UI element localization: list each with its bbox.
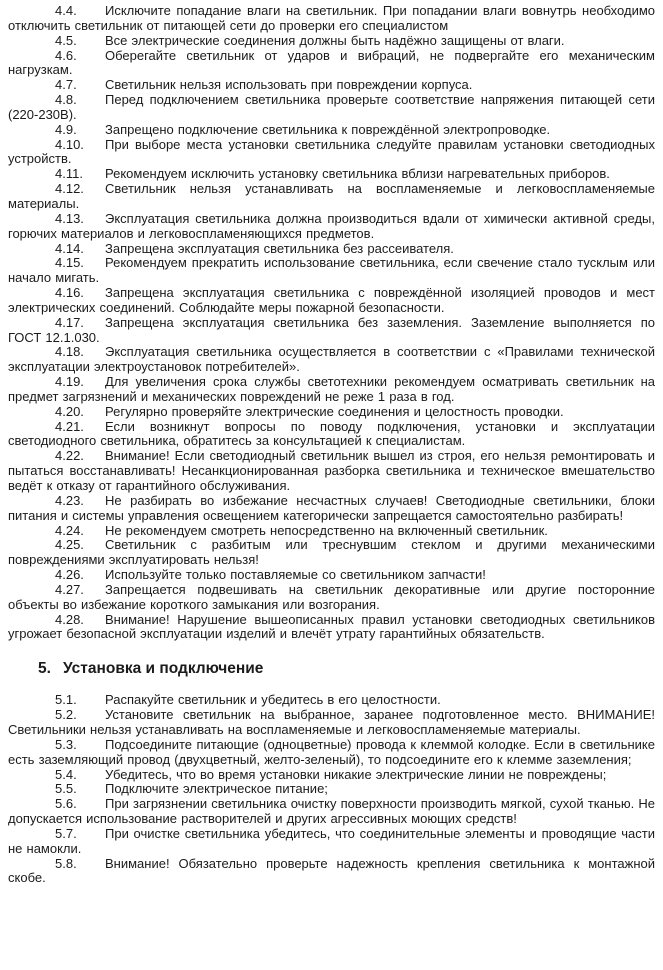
paragraph-text: Установите светильник на выбранное, заранее подготовленное место. ВНИМАНИЕ! Светильники нельзя устанавливать на воспламеняемые и легковоспламеняемые материалы. (8, 707, 655, 737)
paragraph-text: Светильник нельзя использовать при повреждении корпуса. (105, 77, 473, 93)
numbered-paragraph (8, 524, 655, 539)
paragraph-text: Внимание! Обязательно проверьте надежность крепления светильника к монтажной скобе. (8, 855, 655, 886)
paragraph-number: 4.20. (55, 403, 84, 419)
section-5-heading-text: Установка и подключение (63, 660, 264, 678)
paragraph-number: 4.16. (55, 285, 84, 301)
numbered-paragraph (8, 345, 655, 375)
paragraph-text: Светильник нельзя устанавливать на воспламеняемые и легковоспламеняемые материалы. (8, 181, 655, 211)
numbered-paragraph (8, 768, 655, 783)
paragraph-number: 5.8. (55, 855, 77, 871)
paragraph-text: Эксплуатация светильника осуществляется в соответствии с «Правилами технической эксплуатации электроустановок потребителей». (8, 344, 655, 375)
paragraph-text: Внимание! Если светодиодный светильник вышел из строя, его нельзя ремонтировать и пытаться восстанавливать! Несанкционированная разборка светильника и техническое вмешательство ведёт к отказу от гарантийного обслуживания. (8, 448, 655, 493)
paragraph-number: 5.6. (55, 796, 77, 812)
paragraph-text: Запрещена эксплуатация светильника без рассеивателя. (105, 240, 454, 256)
paragraph-number: 4.12. (55, 181, 84, 197)
numbered-paragraph (8, 708, 655, 738)
paragraph-text: При загрязнении светильника очистку поверхности производить мягкой, сухой тканью. Не допускается использование растворителей и других агрессивных моющих средств! (8, 796, 655, 827)
numbered-paragraph (8, 78, 655, 93)
numbered-paragraph (8, 123, 655, 138)
paragraph-text: Подключите электрическое питание; (105, 781, 328, 797)
section-5-heading-number: 5. (38, 660, 51, 678)
paragraph-number: 4.28. (55, 611, 84, 627)
paragraph-text: Перед подключением светильника проверьте соответствие напряжения питающей сети (220-230В). (8, 92, 655, 122)
paragraph-number: 4.19. (55, 374, 84, 390)
paragraph-text: Не рекомендуем смотреть непосредственно на включенный светильник. (105, 522, 548, 538)
numbered-paragraph (8, 420, 655, 450)
paragraph-number: 4.27. (55, 581, 84, 597)
paragraph-number: 4.18. (55, 344, 84, 360)
numbered-paragraph (8, 693, 655, 708)
paragraph-number: 5.2. (55, 707, 77, 723)
paragraph-number: 4.6. (55, 47, 77, 63)
numbered-paragraph (8, 242, 655, 257)
numbered-paragraph (8, 256, 655, 286)
paragraph-text: Запрещено подключение светильника к повреждённой электропроводке. (105, 121, 551, 137)
paragraph-number: 5.3. (55, 736, 77, 752)
numbered-paragraph (8, 782, 655, 797)
numbered-paragraph (8, 49, 655, 79)
paragraph-text: Рекомендуем прекратить использование светильника, если свечение стало тусклым или начало мигать. (8, 255, 655, 286)
paragraph-text: Светильник с разбитым или треснувшим стеклом и другими механическими повреждениями эксплуатировать нельзя! (8, 537, 655, 568)
numbered-paragraph (8, 538, 655, 568)
numbered-paragraph (8, 34, 655, 49)
paragraph-text: Запрещается подвешивать на светильник декоративные или другие посторонние объекты во избежание короткого замыкания или возгорания. (8, 581, 655, 612)
paragraph-text: Регулярно проверяйте электрические соединения и целостность проводки. (105, 403, 564, 419)
paragraph-text: Используйте только поставляемые со светильником запчасти! (105, 567, 486, 583)
paragraph-text: При выборе места установки светильника следуйте правилам установки светодиодных устройств. (8, 136, 655, 167)
numbered-paragraph (8, 405, 655, 420)
paragraph-text: Запрещена эксплуатация светильника с повреждённой изоляцией проводов и мест электрических соединений. Соблюдайте меры пожарной безопасности. (8, 285, 655, 315)
paragraph-number: 4.9. (55, 121, 77, 137)
paragraph-text: Если возникнут вопросы по поводу подключения, установки и эксплуатации светодиодного светильника, обратитесь за консультацией к специалистам. (8, 418, 655, 449)
numbered-paragraph (8, 182, 655, 212)
paragraph-text: Рекомендуем исключить установку светильника вблизи нагревательных приборов. (105, 166, 610, 182)
paragraph-number: 4.14. (55, 240, 84, 256)
paragraph-text: Оберегайте светильник от ударов и вибраций, не подвергайте его механическим нагрузкам. (8, 47, 655, 78)
section-4-list (8, 4, 655, 642)
paragraph-text: Для увеличения срока службы светотехники рекомендуем осматривать светильник на предмет загрязнений и механических повреждений не реже 1 раза в год. (8, 374, 655, 404)
paragraph-text: Исключите попадание влаги на светильник. При попадании влаги вовнутрь необходимо отключить светильник от питающей сети до проверки его специалистом (8, 3, 655, 33)
numbered-paragraph (8, 827, 655, 857)
numbered-paragraph (8, 93, 655, 123)
numbered-paragraph (8, 738, 655, 768)
paragraph-text: Подсоедините питающие (одноцветные) провода к клеммой колодке. Если в светильнике есть заземляющий провод (двухцветный, желто-зеленый), то подсоедините его к клемме заземления; (8, 736, 655, 767)
section-5-list (8, 693, 655, 886)
paragraph-number: 4.7. (55, 77, 77, 93)
paragraph-number: 5.1. (55, 692, 77, 708)
numbered-paragraph (8, 449, 655, 494)
numbered-paragraph (8, 797, 655, 827)
section-5-heading (8, 660, 655, 678)
numbered-paragraph (8, 286, 655, 316)
paragraph-number: 4.21. (55, 418, 84, 434)
paragraph-number: 4.5. (55, 32, 77, 48)
numbered-paragraph (8, 375, 655, 405)
numbered-paragraph (8, 613, 655, 643)
paragraph-number: 4.13. (55, 210, 84, 226)
paragraph-number: 4.24. (55, 522, 84, 538)
paragraph-text: Убедитесь, что во время установки никакие электрические линии не повреждены; (105, 766, 607, 782)
numbered-paragraph (8, 494, 655, 524)
paragraph-text: Внимание! Нарушение вышеописанных правил установки светодиодных светильников угрожает безопасной эксплуатации изделий и влечёт утрату гарантийных обязательств. (8, 611, 655, 642)
numbered-paragraph (8, 857, 655, 887)
paragraph-number: 4.10. (55, 136, 84, 152)
paragraph-text: Эксплуатация светильника должна производиться вдали от химически активной среды, горючих материалов и легковоспламеняющихся предметов. (8, 210, 655, 241)
paragraph-number: 5.4. (55, 766, 77, 782)
paragraph-text: Распакуйте светильник и убедитесь в его целостности. (105, 692, 441, 708)
paragraph-number: 4.15. (55, 255, 84, 271)
paragraph-number: 5.7. (55, 825, 77, 841)
numbered-paragraph (8, 138, 655, 168)
paragraph-text: При очистке светильника убедитесь, что соединительные элементы и проводящие части не намокли. (8, 825, 655, 856)
paragraph-number: 4.22. (55, 448, 84, 464)
paragraph-number: 4.17. (55, 314, 84, 330)
numbered-paragraph (8, 212, 655, 242)
paragraph-number: 4.11. (55, 166, 83, 182)
paragraph-number: 4.25. (55, 537, 84, 553)
paragraph-text: Запрещена эксплуатация светильника без заземления. Заземление выполняется по ГОСТ 12.1.030. (8, 314, 655, 345)
paragraph-text: Не разбирать во избежание несчастных случаев! Светодиодные светильники, блоки питания и системы управления освещением категорически запрещается самостоятельно разбирать! (8, 492, 655, 523)
numbered-paragraph (8, 583, 655, 613)
paragraph-text: Все электрические соединения должны быть надёжно защищены от влаги. (105, 32, 565, 48)
paragraph-number: 4.8. (55, 92, 77, 108)
numbered-paragraph (8, 167, 655, 182)
paragraph-number: 4.26. (55, 567, 84, 583)
numbered-paragraph (8, 568, 655, 583)
numbered-paragraph (8, 316, 655, 346)
paragraph-number: 4.23. (55, 492, 84, 508)
paragraph-number: 4.4. (55, 3, 77, 18)
numbered-paragraph (8, 4, 655, 34)
paragraph-number: 5.5. (55, 781, 77, 797)
